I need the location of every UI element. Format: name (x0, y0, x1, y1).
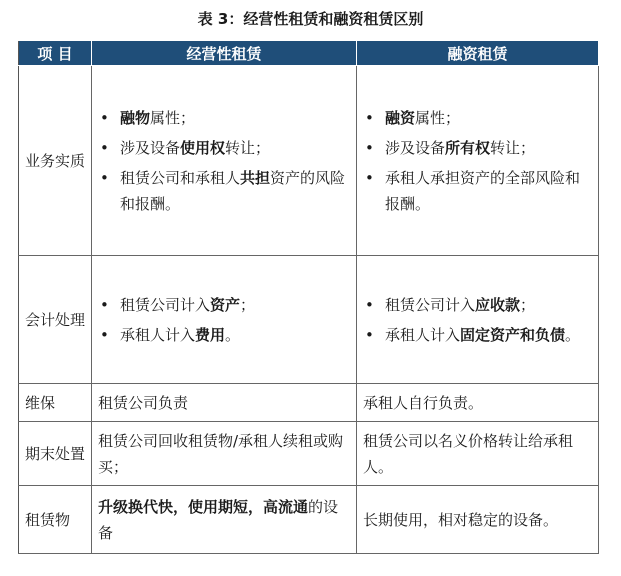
text-run: 的设备 (98, 497, 339, 542)
bold-text: 应收款 (475, 295, 521, 314)
table-row (19, 256, 599, 384)
bold-text: 共担 (240, 168, 271, 187)
bullet-icon: • (365, 295, 374, 314)
bold-text: 所有权 (445, 138, 491, 157)
operating-cell (92, 486, 357, 554)
finance-cell (357, 422, 599, 486)
text-run: 长期使用，相对稳定的设备。 (363, 510, 559, 529)
header-finance-lease: 融资租赁 (357, 41, 599, 66)
text-run: 转让； (490, 138, 536, 157)
bullet-icon: • (365, 108, 374, 127)
header-operating-lease: 经营性租赁 (92, 41, 357, 66)
text-run: 租赁公司回收租赁物/承租人续租或购买； (98, 431, 344, 476)
bullet-icon: • (100, 138, 109, 157)
row-label: 期末处置 (19, 422, 92, 486)
table-row (19, 66, 599, 256)
list-item (98, 135, 350, 161)
comparison-table (18, 40, 599, 554)
list-item (98, 165, 350, 217)
text-run: 租赁公司负责 (98, 393, 189, 412)
bullet-icon: • (100, 325, 109, 344)
text-run: 承租人计入 (120, 325, 196, 344)
list-item (363, 292, 592, 318)
bold-text: 资产 (210, 295, 241, 314)
text-run: 承租人自行负责。 (363, 393, 484, 412)
bold-text: 使用权 (180, 138, 226, 157)
text-run: 租赁公司计入 (385, 295, 476, 314)
bold-text: 融物 (120, 108, 151, 127)
table-title: 表 3：经营性租赁和融资租赁区别 (197, 10, 424, 28)
bullet-icon: • (100, 108, 109, 127)
text-run: 属性； (415, 108, 461, 127)
text-run: 承租人计入 (385, 325, 461, 344)
finance-cell (357, 256, 599, 384)
list-item (98, 292, 350, 318)
finance-cell (357, 384, 599, 422)
bullet-icon: • (100, 168, 109, 187)
row-label: 会计处理 (19, 256, 92, 384)
text-run: 租赁公司计入 (120, 295, 211, 314)
list-item (363, 165, 592, 217)
list-item (98, 322, 350, 348)
text-run: 租赁公司和承租人 (120, 168, 241, 187)
table-row (19, 422, 599, 486)
bold-text: 升级换代快，使用期短，高流通 (98, 497, 309, 516)
bullet-icon: • (365, 138, 374, 157)
text-run: 涉及设备 (385, 138, 446, 157)
text-run: 涉及设备 (120, 138, 181, 157)
list-item (363, 135, 592, 161)
list-item (363, 105, 592, 131)
table-row (19, 486, 599, 554)
bold-text: 费用 (195, 325, 226, 344)
text-run: 租赁公司以名义价格转让给承租人。 (363, 431, 574, 476)
operating-cell (92, 256, 357, 384)
bullet-icon: • (365, 168, 374, 187)
header-item: 项 目 (19, 41, 92, 66)
row-label: 维保 (19, 384, 92, 422)
list-item (98, 105, 350, 131)
text-run: 承租人承担资产的全部风险和报酬。 (385, 168, 581, 213)
finance-cell (357, 66, 599, 256)
row-label: 业务实质 (19, 66, 92, 256)
text-run: 。 (565, 325, 581, 344)
finance-cell (357, 486, 599, 554)
operating-cell (92, 422, 357, 486)
text-run: ； (240, 295, 256, 314)
text-run: ； (520, 295, 536, 314)
text-run: 资产的风险和报酬。 (120, 168, 346, 213)
list-item (363, 322, 592, 348)
row-label: 租赁物 (19, 486, 92, 554)
bullet-icon: • (100, 295, 109, 314)
bold-text: 融资 (385, 108, 416, 127)
bold-text: 固定资产和负债 (460, 325, 566, 344)
table-row (19, 384, 599, 422)
text-run: 。 (225, 325, 241, 344)
table-header-row (19, 41, 599, 66)
operating-cell (92, 66, 357, 256)
text-run: 属性； (150, 108, 196, 127)
text-run: 转让； (225, 138, 271, 157)
bullet-icon: • (365, 325, 374, 344)
operating-cell (92, 384, 357, 422)
